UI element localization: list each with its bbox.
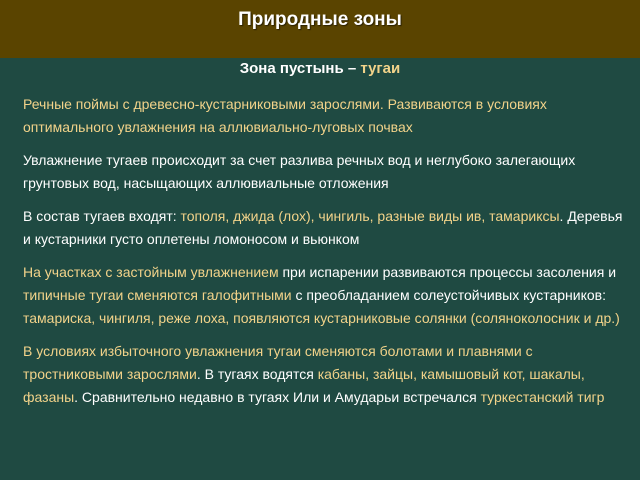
subtitle-main: Зона пустынь – [239, 60, 357, 77]
paragraph-moisture [23, 149, 628, 195]
paragraph-1-text: Речные поймы с древесно-кустарниковыми зарослями. Развиваются в условиях оптимального увлажнения на аллювиально-луговых почвах [23, 96, 547, 135]
slide-subtitle [0, 60, 640, 77]
paragraph-floodplains [23, 93, 628, 139]
paragraph-salinization [23, 261, 628, 330]
slide-title: Природные зоны [238, 9, 402, 30]
slide-body [23, 93, 628, 419]
paragraph-5-history: . Сравнительно недавно в тугаях Или и Амударьи встречался [74, 389, 477, 405]
paragraph-4-process: при испарении развиваются процессы засоления и [282, 264, 617, 280]
paragraph-4-dominance: с преобладанием солеустойчивых кустарников: [295, 287, 607, 303]
paragraph-5-intro: . В тугаях водятся [196, 366, 314, 382]
paragraph-5-wetlands: В условиях избыточного увлажнения тугаи сменяются болотами и плавнями с тростниковыми зарослями [23, 343, 533, 382]
paragraph-3-rest: . Деревья и кустарники густо оплетены ломоносом и вьюнком [23, 208, 623, 247]
paragraph-5-animals: кабаны, зайцы, камышовый кот, шакалы, фазаны [23, 366, 585, 405]
paragraph-3-species: тополя, джида (лох), чингиль, разные виды ив, тамариксы [180, 208, 560, 224]
paragraph-5-tiger: туркестанский тигр [480, 389, 605, 405]
paragraph-4-condition: На участках с застойным увлажнением [23, 264, 279, 280]
paragraph-wetlands-fauna [23, 340, 628, 409]
subtitle-accent: тугаи [360, 60, 401, 77]
paragraph-2-text: Увлажнение тугаев происходит за счет разлива речных вод и неглубоко залегающих грунтовых вод, насыщающих аллювиальные отложения [23, 152, 576, 191]
title-bar [0, 0, 640, 58]
paragraph-4-shrubs: тамариска, чингиля, реже лоха, появляются кустарниковые солянки (соляноколосник и др.) [23, 310, 620, 326]
paragraph-3-intro: В состав тугаев входят: [23, 208, 177, 224]
paragraph-composition [23, 205, 628, 251]
paragraph-4-change: типичные тугаи сменяются галофитными [23, 287, 292, 303]
